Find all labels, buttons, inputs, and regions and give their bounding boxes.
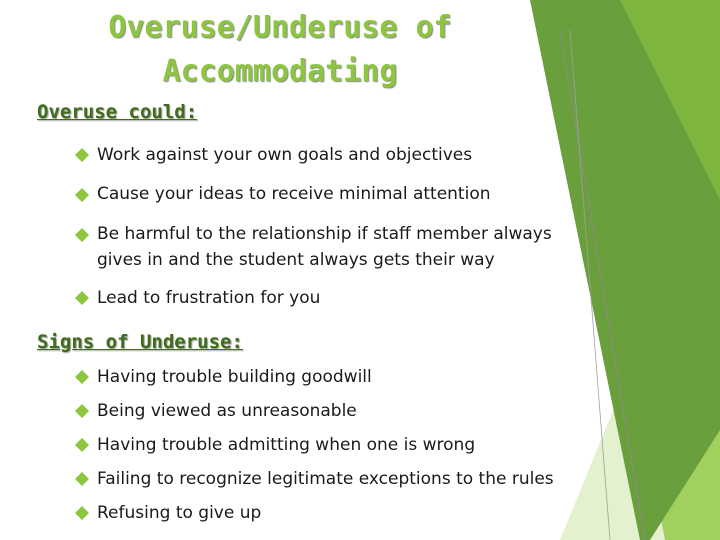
diamond-bullet-icon bbox=[75, 438, 89, 452]
diamond-bullet-icon bbox=[75, 188, 89, 202]
slide-title bbox=[20, 6, 540, 94]
overuse-item-continuation: gives in and the student always gets their way bbox=[97, 250, 495, 270]
diamond-bullet-icon bbox=[75, 148, 89, 162]
overuse-heading: Overuse could: bbox=[37, 101, 198, 123]
diamond-bullet-icon bbox=[75, 370, 89, 384]
diamond-bullet-icon bbox=[75, 506, 89, 520]
overuse-item: Lead to frustration for you bbox=[97, 288, 321, 308]
diamond-bullet-icon bbox=[75, 291, 89, 305]
underuse-item: Having trouble building goodwill bbox=[97, 367, 372, 387]
diamond-bullet-icon bbox=[75, 472, 89, 486]
underuse-item: Having trouble admitting when one is wrong bbox=[97, 435, 476, 455]
underuse-item: Refusing to give up bbox=[97, 503, 262, 523]
title-line-2: Accommodating bbox=[162, 54, 398, 89]
title-line-1: Overuse/Underuse of bbox=[108, 10, 452, 45]
overuse-item: Cause your ideas to receive minimal attention bbox=[97, 184, 491, 204]
diamond-bullet-icon bbox=[75, 404, 89, 418]
diamond-bullet-icon bbox=[75, 228, 89, 242]
overuse-item: Be harmful to the relationship if staff member always bbox=[97, 224, 552, 244]
underuse-item: Failing to recognize legitimate exceptions to the rules bbox=[97, 469, 554, 489]
underuse-heading: Signs of Underuse: bbox=[37, 331, 243, 353]
overuse-item: Work against your own goals and objectives bbox=[97, 145, 473, 165]
underuse-item: Being viewed as unreasonable bbox=[97, 401, 357, 421]
